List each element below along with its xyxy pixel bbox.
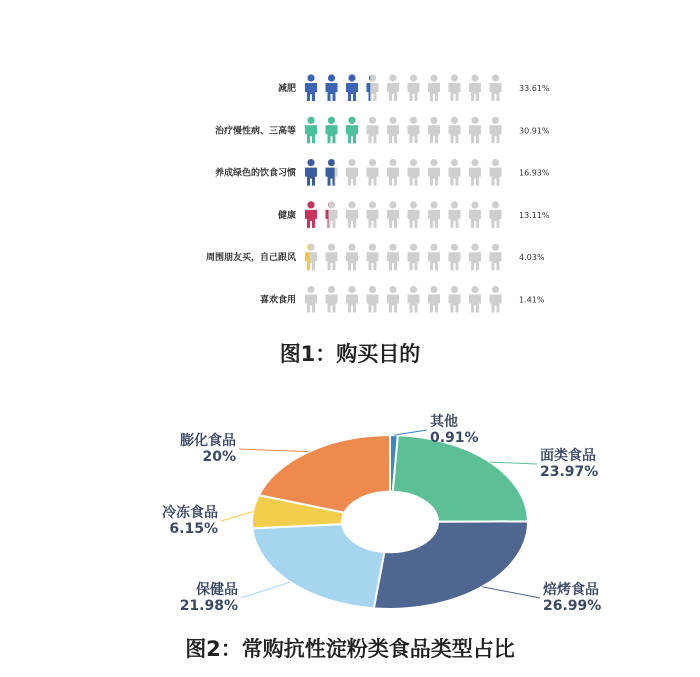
person-icon [449,244,461,271]
row-percent: 33.61% [519,84,550,93]
row-label: 治疗慢性病、三高等 [214,126,296,137]
figure1-caption: 图1：购买目的 [279,342,421,366]
slice-label [482,581,601,614]
person-icon [346,201,358,228]
slice-percent: 20% [202,449,236,465]
person-icon [490,159,502,186]
leader-line [482,587,540,598]
slice-name: 冷冻食品 [162,505,218,521]
row-label: 周围朋友买，自己跟风 [205,253,296,264]
person-icon [428,159,440,186]
person-icon [305,244,317,271]
leader-line [490,462,537,464]
person-icon [387,117,399,144]
person-icon [408,286,420,313]
person-icon [346,244,358,271]
person-icon [387,201,399,228]
person-icon [387,244,399,271]
food-type-donut-svg [0,395,700,625]
person-icon [428,286,440,313]
donut-slice [252,524,384,608]
person-icon [428,117,440,144]
person-icon [408,159,420,186]
person-icon [469,159,481,186]
person-icon [449,201,461,228]
pictogram-row [260,286,545,313]
leader-line [241,582,290,598]
person-icon [387,74,399,101]
leader-line [394,430,427,435]
pictogram-row [278,74,550,101]
row-label: 健康 [277,210,296,221]
row-percent: 1.41% [519,295,545,305]
person-icon [346,117,358,144]
person-icon [367,117,379,144]
person-icon [428,201,440,228]
person-icon [326,286,338,313]
slice-percent: 26.99% [543,598,602,614]
person-icon [367,159,379,186]
row-label: 养成绿色的饮食习惯 [214,168,296,179]
row-percent: 16.93% [519,168,550,178]
pictogram-row [277,201,550,228]
person-icon [428,244,440,271]
slice-name: 面类食品 [540,448,596,464]
slice-percent: 21.98% [179,598,238,614]
person-icon [469,74,481,101]
person-icon [367,244,379,271]
person-icon [469,117,481,144]
slice-name: 焙烤食品 [543,582,599,598]
row-label: 喜欢食用 [259,295,296,306]
person-icon [408,117,420,144]
person-icon [490,117,502,144]
person-icon [326,244,338,271]
pictogram-row [215,117,550,144]
person-icon [326,117,338,144]
person-icon [305,201,317,228]
slice-percent: 0.91% [430,430,479,446]
person-icon [326,159,338,186]
slice-percent: 6.15% [169,521,218,537]
row-percent: 4.03% [519,253,545,263]
person-icon [469,286,481,313]
row-label: 减肥 [277,84,296,94]
row-percent: 30.91% [519,126,550,136]
person-icon [367,74,379,101]
pictogram-row [206,244,545,271]
person-icon [408,244,420,271]
person-icon [326,201,338,228]
person-icon [305,286,317,313]
row-percent: 13.11% [519,210,550,220]
person-icon [346,74,358,101]
donut-slice [374,521,528,609]
person-icon [346,159,358,186]
person-icon [367,201,379,228]
food-type-donut-chart [0,395,700,625]
slice-name: 其他 [430,414,458,430]
person-icon [490,286,502,313]
slice-name: 膨化食品 [180,433,236,449]
person-icon [449,286,461,313]
person-icon [449,159,461,186]
person-icon [490,244,502,271]
person-icon [408,74,420,101]
person-icon [305,117,317,144]
person-icon [469,244,481,271]
person-icon [367,286,379,313]
slice-name: 保健品 [196,582,238,598]
person-icon [346,286,358,313]
person-icon [449,74,461,101]
person-icon [387,286,399,313]
figure2-caption: 图2：常购抗性淀粉类食品类型占比 [185,637,515,661]
person-icon [449,117,461,144]
slice-label [180,581,291,614]
person-icon [408,201,420,228]
person-icon [387,159,399,186]
person-icon [326,74,338,101]
person-icon [469,201,481,228]
person-icon [428,74,440,101]
person-icon [490,201,502,228]
leader-line [239,449,309,452]
pictogram-row [215,159,550,186]
leader-line [221,512,253,521]
donut-slice [393,435,528,522]
person-icon [305,74,317,101]
person-icon [305,159,317,186]
slice-percent: 23.97% [540,464,599,480]
slice-label [162,504,253,537]
person-icon [490,74,502,101]
slice-label [180,432,309,465]
